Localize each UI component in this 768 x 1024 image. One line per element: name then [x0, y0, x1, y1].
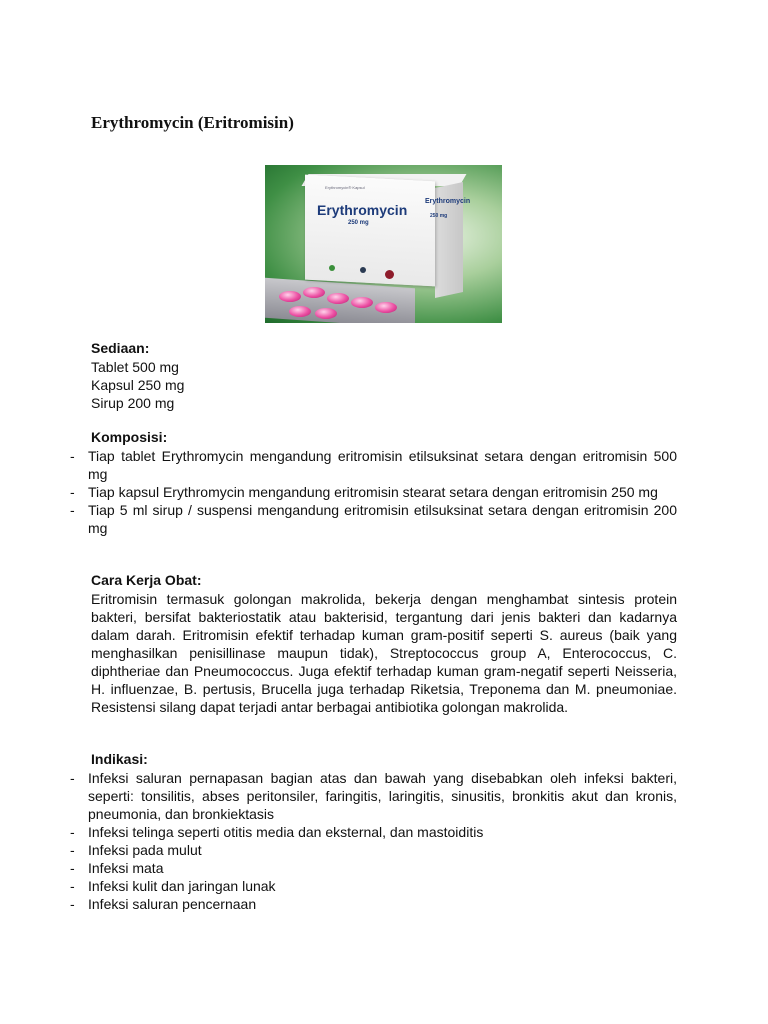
list-item-text: Infeksi saluran pernapasan bagian atas dan bawah yang disebabkan oleh infeksi bakteri, seperti: tonsilitis, abses peritonsiler, faringitis, laringitis, sinusitis, bronkitis akut dan kronis, pneumonia, dan bronkiektasis	[88, 770, 677, 822]
dash-marker: -	[70, 502, 75, 518]
pill	[289, 306, 311, 317]
cara-kerja-paragraph: Eritromisin termasuk golongan makrolida, bekerja dengan menghambat sintesis protein bakteri, bersifat bakteriostatik atau bakterisid, tergantung dari jenis bakteri dan kadarnya dalam darah. Eritromisin efektif terhadap kuman gram-positif seperti S. aureus (baik yang menghasilkan penisillinase maupun tidak), Streptococcus group A, Enterococcus, C. diphtheriae dan Pneumococcus. Juga efektif terhadap kuman gram-negatif seperti Neisseria, H. influenzae, B. pertusis, Brucella juga terhadap Riketsia, Treponema dan M. pneumoniae. Resistensi silang dapat terjadi antar berbagai antibiotika golongan makrolida.	[91, 591, 677, 715]
list-item	[70, 483, 677, 501]
box-small-text: Erythromycin® Kapsul	[325, 185, 365, 190]
cara-kerja-heading: Cara Kerja Obat:	[91, 572, 202, 588]
komposisi-heading: Komposisi:	[91, 429, 168, 445]
dash-marker: -	[70, 896, 75, 912]
list-item	[70, 895, 677, 913]
dash-marker: -	[70, 860, 75, 876]
list-item	[70, 859, 677, 877]
dash-marker: -	[70, 878, 75, 894]
dash-marker: -	[70, 842, 75, 858]
list-item-text: Infeksi mata	[88, 860, 164, 876]
dash-marker: -	[70, 484, 75, 500]
dash-marker: -	[70, 824, 75, 840]
list-item	[70, 877, 677, 895]
indikasi-list	[70, 769, 677, 913]
komposisi-list	[70, 447, 677, 537]
box-dose-text: 250 mg	[348, 220, 369, 226]
pill	[375, 302, 397, 313]
product-photo	[265, 165, 502, 323]
list-item-text: Infeksi telinga seperti otitis media dan eksternal, dan mastoiditis	[88, 824, 484, 840]
sediaan-item: Kapsul 250 mg	[91, 377, 185, 393]
list-item-text: Tiap 5 ml sirup / suspensi mengandung eritromisin etilsuksinat setara dengan eritromisin 200 mg	[88, 502, 677, 536]
sediaan-item: Tablet 500 mg	[91, 359, 179, 375]
list-item	[70, 823, 677, 841]
box-brand-text: Erythromycin	[317, 202, 408, 218]
box-side-brand-text: Erythromycin	[425, 198, 471, 205]
red-seal-icon	[385, 270, 394, 279]
list-item-text: Infeksi kulit dan jaringan lunak	[88, 878, 276, 894]
indikasi-heading: Indikasi:	[91, 751, 148, 767]
page-title: Erythromycin (Eritromisin)	[91, 113, 294, 132]
box-side-dose-text: 250 mg	[430, 213, 448, 219]
pill	[315, 308, 337, 319]
dash-marker: -	[70, 448, 75, 464]
sediaan-heading: Sediaan:	[91, 340, 150, 356]
list-item-text: Tiap kapsul Erythromycin mengandung eritromisin stearat setara dengan eritromisin 250 mg	[88, 484, 658, 500]
green-mark-icon	[329, 265, 335, 271]
sediaan-item: Sirup 200 mg	[91, 395, 175, 411]
list-item	[70, 769, 677, 823]
list-item	[70, 501, 677, 537]
list-item	[70, 447, 677, 483]
list-item-text: Infeksi pada mulut	[88, 842, 202, 858]
box-front	[305, 175, 435, 287]
pill	[303, 287, 325, 298]
pill	[327, 293, 349, 304]
pill	[279, 291, 301, 302]
list-item-text: Tiap tablet Erythromycin mengandung eritromisin etilsuksinat setara dengan eritromisin 500 mg	[88, 448, 677, 482]
list-item	[70, 841, 677, 859]
dash-marker: -	[70, 770, 75, 786]
pill	[351, 297, 373, 308]
company-logo-icon	[360, 267, 366, 273]
list-item-text: Infeksi saluran pencernaan	[88, 896, 257, 912]
